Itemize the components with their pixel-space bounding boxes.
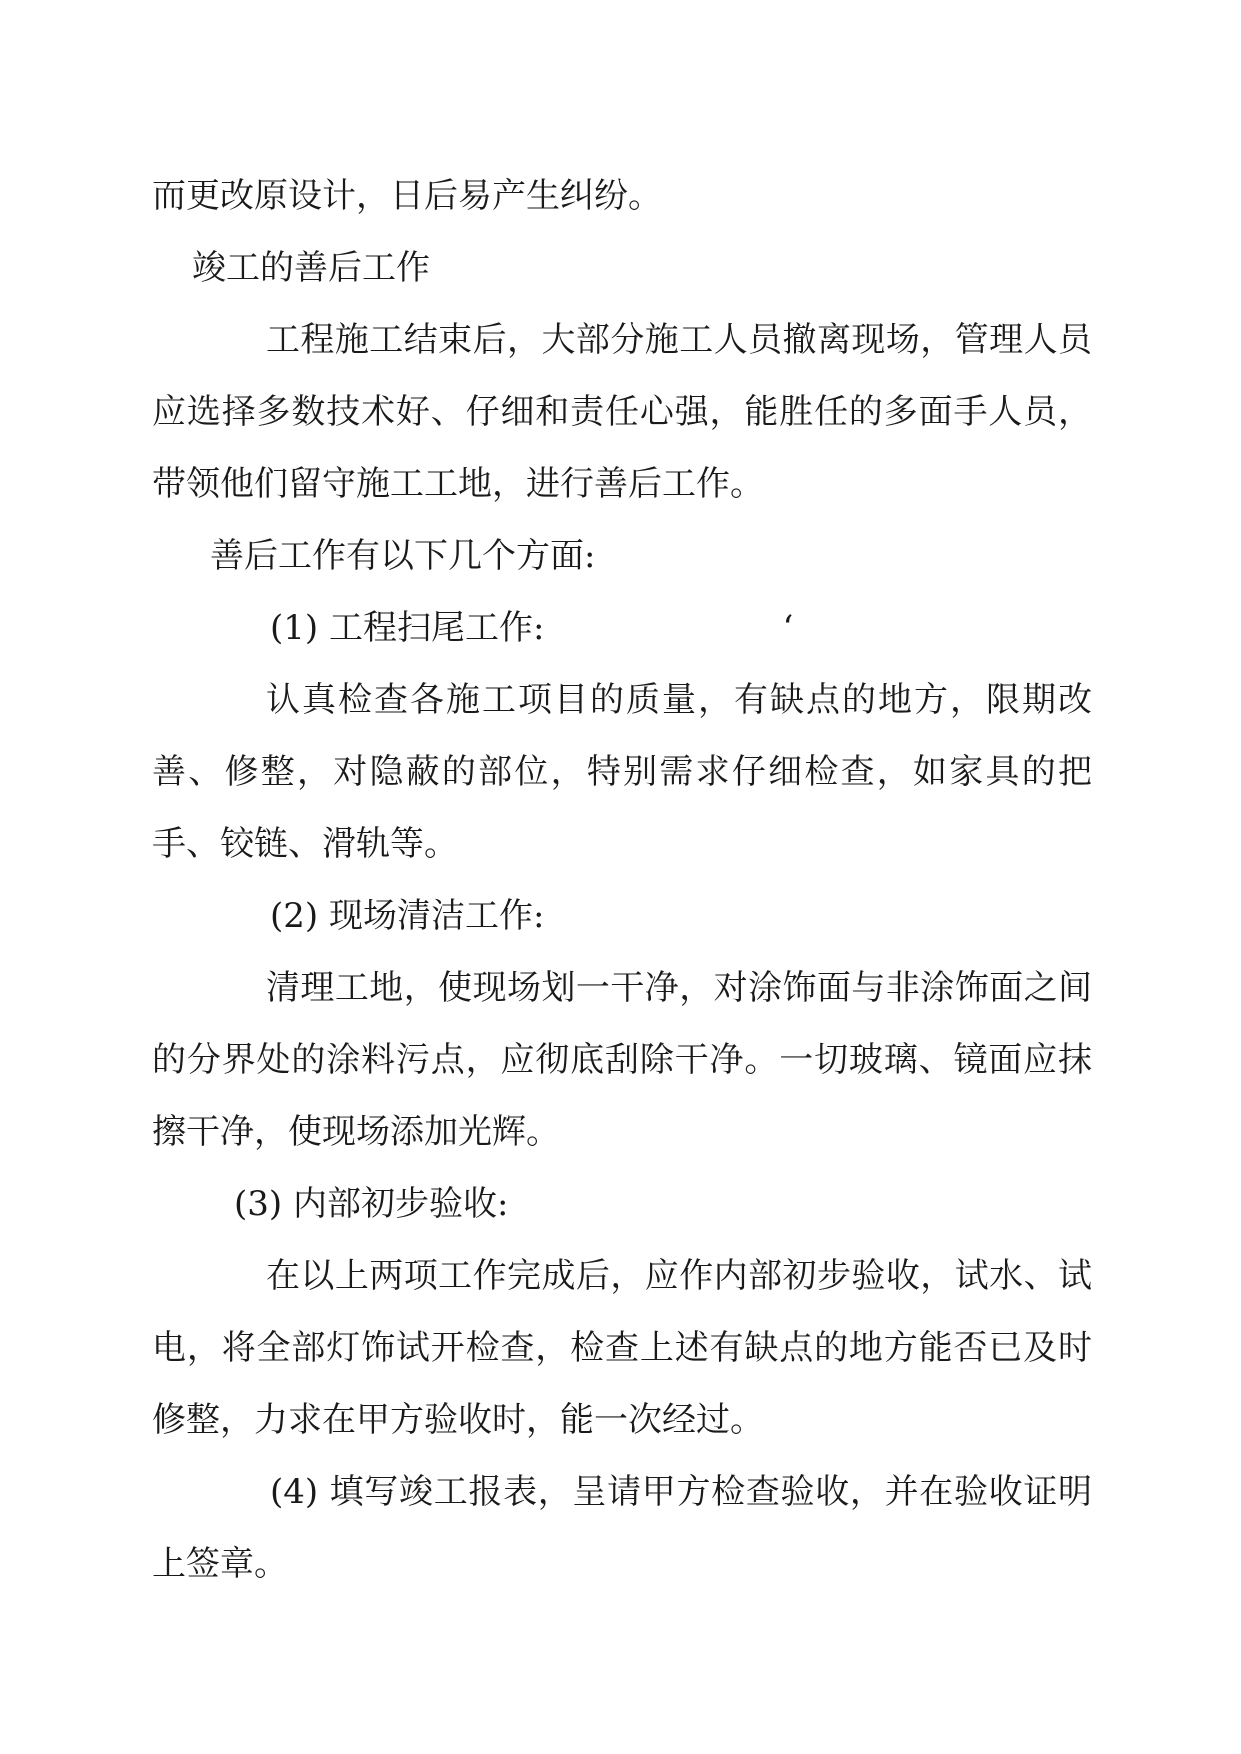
paragraph: 认真检查各施工项目的质量，有缺点的地方，限期改善、修整，对隐蔽的部位，特别需求仔细检查，如家具的把手、铰链、滑轨等。 [152,680,1092,864]
list-intro: 善后工作有以下几个方面: [210,536,596,576]
paragraph-continuation: 而更改原设计，日后易产生纠纷。 [152,176,662,216]
list-item-heading-1 [152,592,1092,664]
list-item-4: (4) 填写竣工报表，呈请甲方检查验收，并在验收证明上签章。 [152,1472,1092,1584]
paragraph: 在以上两项工作完成后，应作内部初步验收，试水、试电，将全部灯饰试开检查，检查上述有缺点的地方能否已及时修整，力求在甲方验收时，能一次经过。 [152,1256,1092,1440]
section-heading: 竣工的善后工作 [192,248,430,288]
stray-quote-mark: ‘ [782,608,794,648]
list-item-heading-3: (3) 内部初步验收: [234,1184,509,1224]
list-item-heading-1-text: (1) 工程扫尾工作: [270,608,545,648]
paragraph: 工程施工结束后，大部分施工人员撤离现场，管理人员应选择多数技术好、仔细和责任心强，能胜任的多面手人员，带领他们留守施工工地，进行善后工作。 [152,320,1092,504]
list-item-heading-2: (2) 现场清洁工作: [270,896,545,936]
document-body [152,160,1092,1600]
paragraph: 清理工地，使现场划一干净，对涂饰面与非涂饰面之间的分界处的涂料污点，应彻底刮除干净。一切玻璃、镜面应抹擦干净，使现场添加光辉。 [152,968,1092,1152]
